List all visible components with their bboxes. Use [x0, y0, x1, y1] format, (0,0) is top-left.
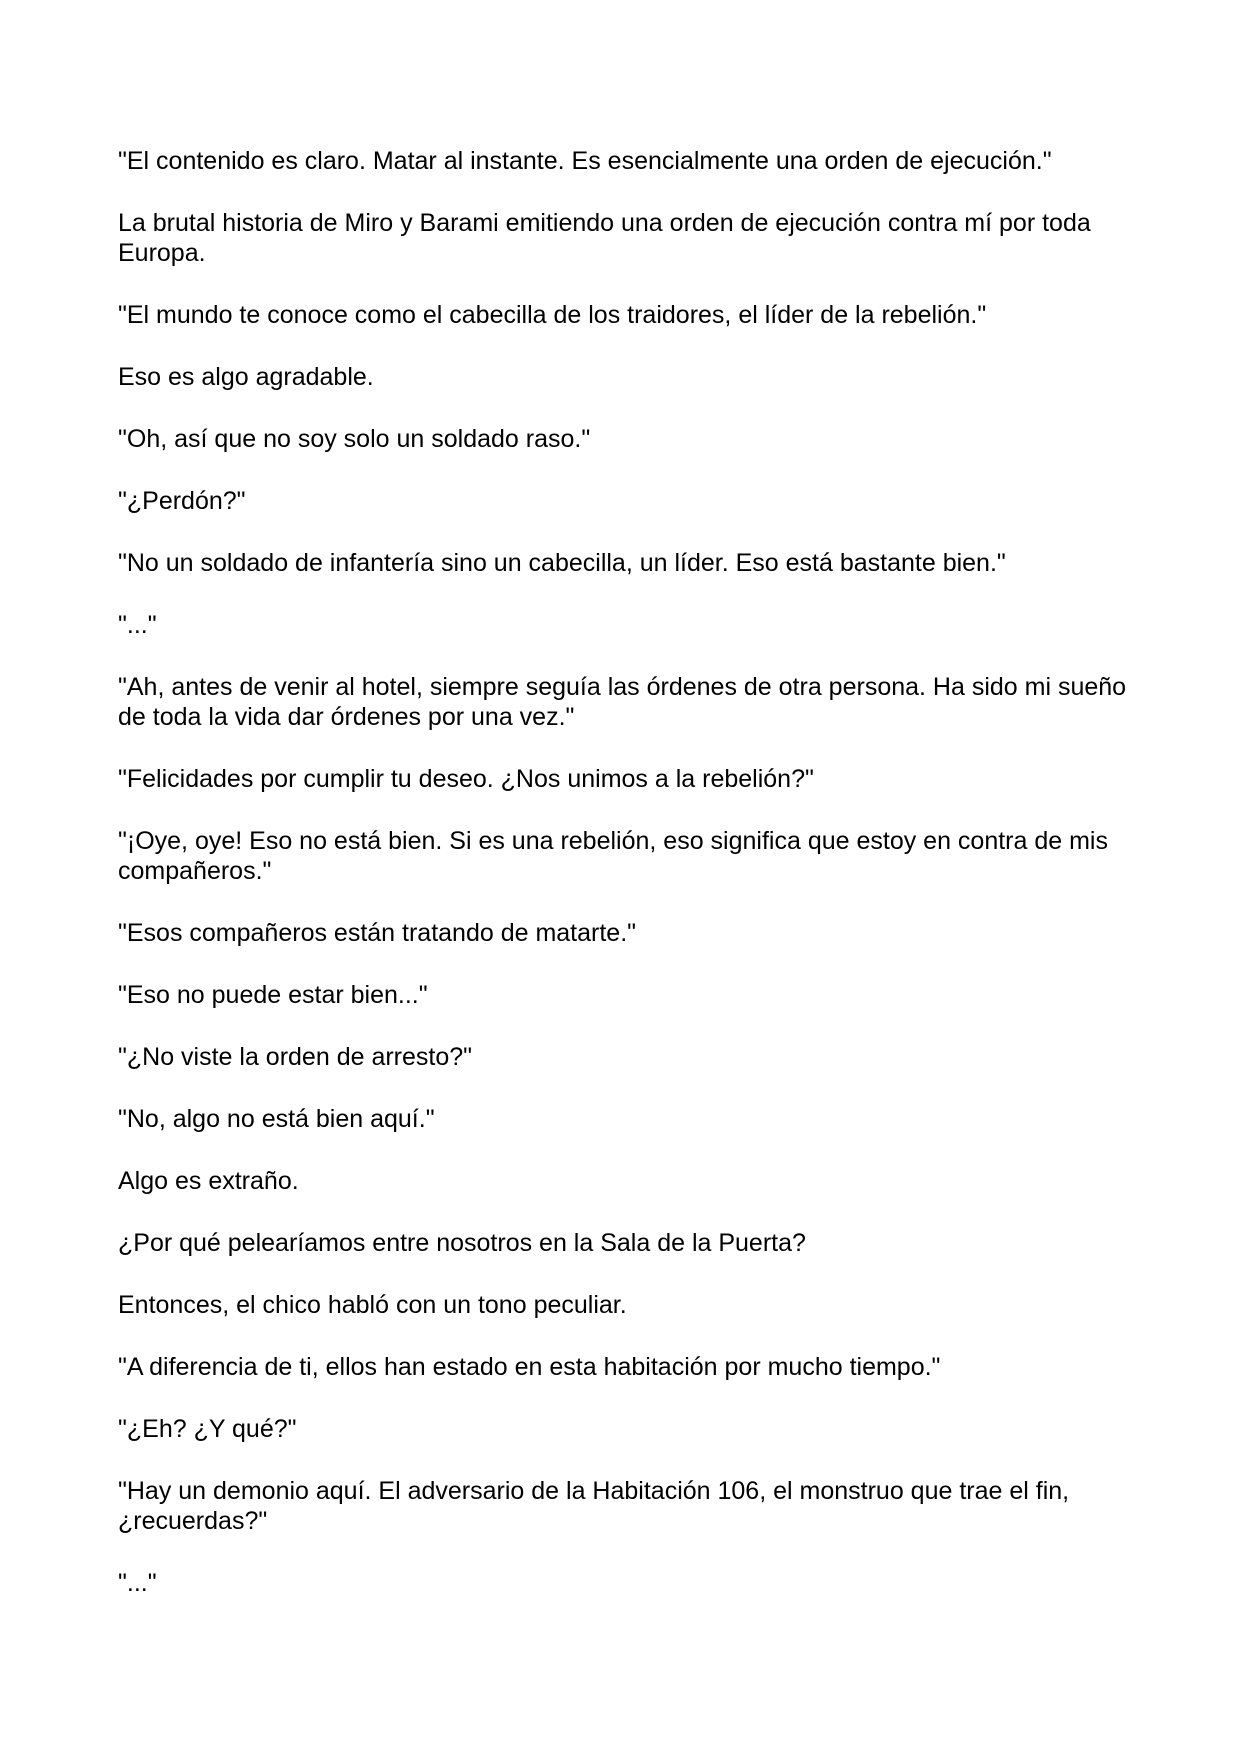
paragraph: "..." — [118, 611, 157, 639]
document-body — [118, 146, 1128, 1630]
paragraph: "Esos compañeros están tratando de matarte." — [118, 919, 637, 947]
paragraph: Entonces, el chico habló con un tono peculiar. — [118, 1291, 627, 1319]
paragraph: Algo es extraño. — [118, 1167, 299, 1195]
paragraph: "..." — [118, 1569, 157, 1597]
paragraph: "¿Perdón?" — [118, 487, 246, 515]
paragraph: "Hay un demonio aquí. El adversario de la Habitación 106, el monstruo que trae el fin, ¿recuerdas?" — [118, 1477, 1070, 1535]
paragraph: ¿Por qué pelearíamos entre nosotros en la Sala de la Puerta? — [118, 1229, 806, 1257]
paragraph: "El mundo te conoce como el cabecilla de los traidores, el líder de la rebelión." — [118, 301, 987, 329]
paragraph: Eso es algo agradable. — [118, 363, 374, 391]
paragraph: "No un soldado de infantería sino un cabecilla, un líder. Eso está bastante bien." — [118, 549, 1006, 577]
paragraph: "Ah, antes de venir al hotel, siempre seguía las órdenes de otra persona. Ha sido mi sueño de toda la vida dar órdenes por una vez." — [118, 673, 1127, 731]
paragraph: "Eso no puede estar bien..." — [118, 981, 428, 1009]
paragraph: "¿No viste la orden de arresto?" — [118, 1043, 473, 1071]
paragraph: La brutal historia de Miro y Barami emitiendo una orden de ejecución contra mí por toda Europa. — [118, 209, 1091, 267]
paragraph: "Felicidades por cumplir tu deseo. ¿Nos unimos a la rebelión?" — [118, 765, 814, 793]
paragraph: "¿Eh? ¿Y qué?" — [118, 1415, 297, 1443]
paragraph: "A diferencia de ti, ellos han estado en esta habitación por mucho tiempo." — [118, 1353, 941, 1381]
paragraph: "No, algo no está bien aquí." — [118, 1105, 435, 1133]
paragraph: "Oh, así que no soy solo un soldado raso." — [118, 425, 591, 453]
paragraph: "¡Oye, oye! Eso no está bien. Si es una rebelión, eso significa que estoy en contra de mis compañeros." — [118, 827, 1108, 885]
paragraph: "El contenido es claro. Matar al instante. Es esencialmente una orden de ejecución." — [118, 147, 1052, 175]
